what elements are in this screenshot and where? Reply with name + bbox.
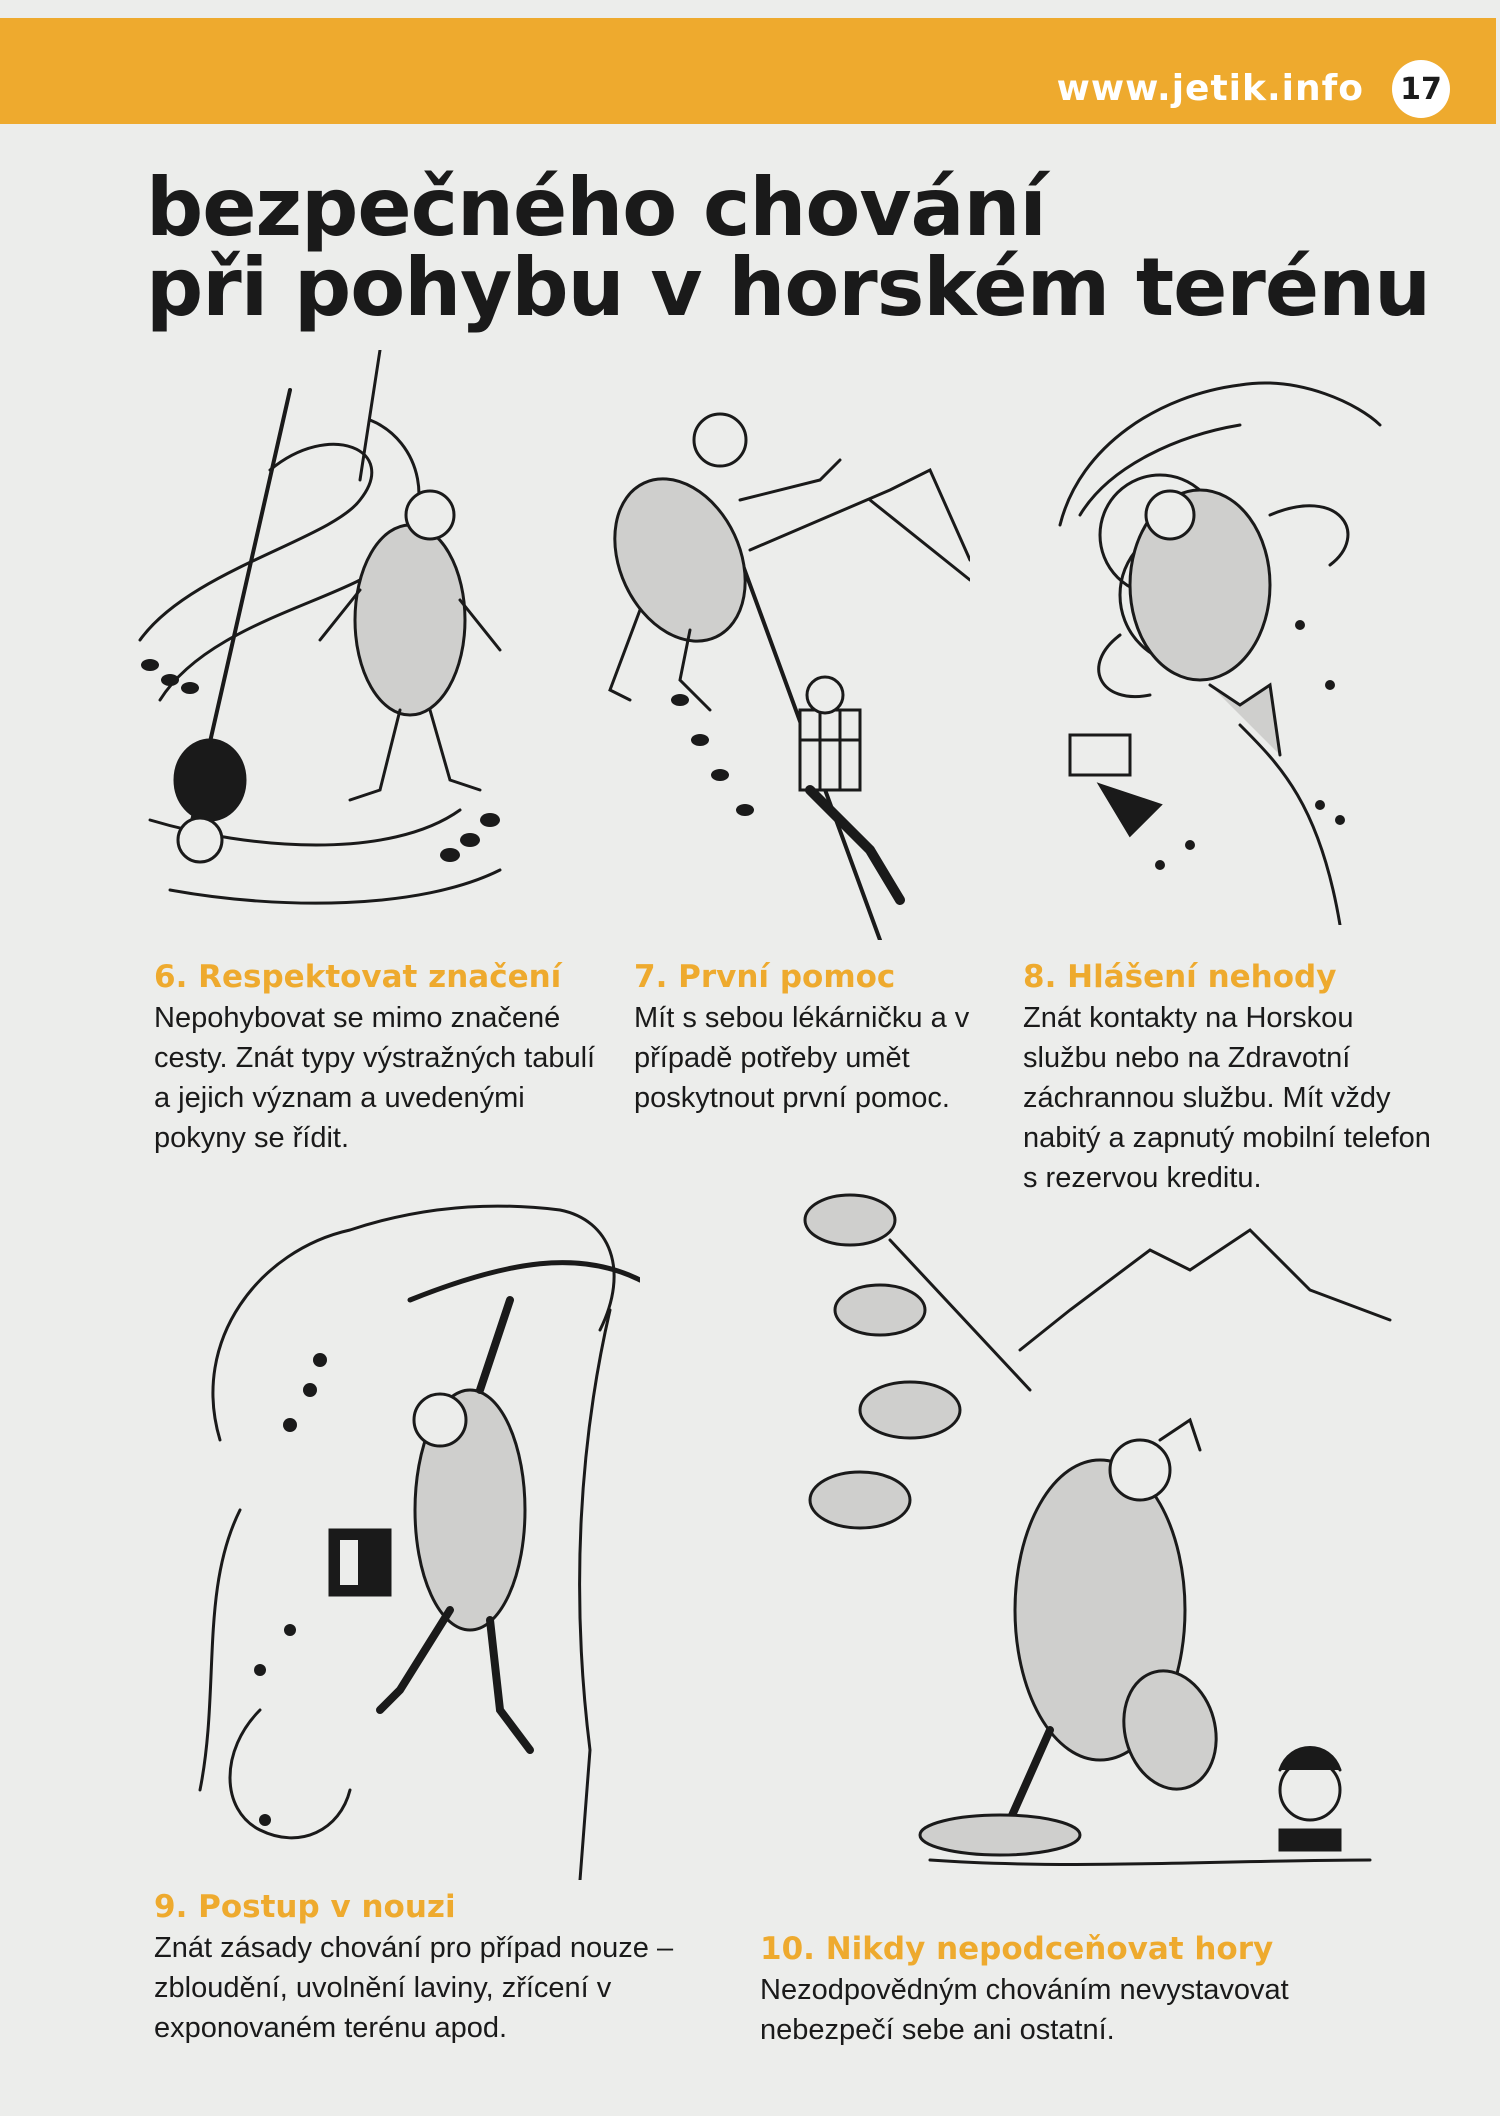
illustration-accident-report [1040, 365, 1400, 925]
tip-6-heading: 6. Respektovat značení [154, 959, 562, 995]
page-title [146, 161, 1431, 334]
tip-8 [1023, 958, 1443, 1198]
tip-7 [634, 958, 1004, 1118]
page-title-line-1: bezpečného chování [146, 161, 1046, 254]
illustration-respect-mountains [770, 1170, 1430, 1890]
tip-9 [154, 1888, 714, 2048]
tip-10-text: Nezodpovědným chováním nevystavovat nebezpečí sebe ani ostatní. [760, 1974, 1289, 2046]
site-url: www.jetik.info [1056, 68, 1364, 109]
header-band [0, 18, 1496, 124]
tip-7-heading: 7. První pomoc [634, 959, 896, 995]
tip-6-text: Nepohybovat se mimo značené cesty. Znát typy výstražných tabulí a jejich význam a uvedenými pokyny se řídit. [154, 1002, 596, 1154]
illustration-emergency-procedure [180, 1190, 640, 1880]
tip-10 [760, 1930, 1360, 2050]
tip-8-heading: 8. Hlášení nehody [1023, 959, 1337, 995]
tip-8-text: Znát kontakty na Horskou službu nebo na Zdravotní záchrannou službu. Mít vždy nabitý a zapnutý mobilní telefon s rezervou kreditu. [1023, 1002, 1431, 1194]
page-title-line-2: při pohybu v horském terénu [146, 241, 1431, 334]
illustration-trail-marking [130, 350, 530, 930]
tip-10-heading: 10. Nikdy nepodceňovat hory [760, 1931, 1274, 1967]
tip-6 [154, 958, 604, 1158]
tip-9-heading: 9. Postup v nouzi [154, 1889, 456, 1925]
tip-7-text: Mít s sebou lékárničku a v případě potřeby umět poskytnout první pomoc. [634, 1002, 970, 1114]
illustration-first-aid [570, 380, 970, 940]
page-number-badge: 17 [1392, 60, 1450, 118]
tip-9-text: Znát zásady chování pro případ nouze – zbloudění, uvolnění laviny, zřícení v exponovaném terénu apod. [154, 1932, 674, 2044]
